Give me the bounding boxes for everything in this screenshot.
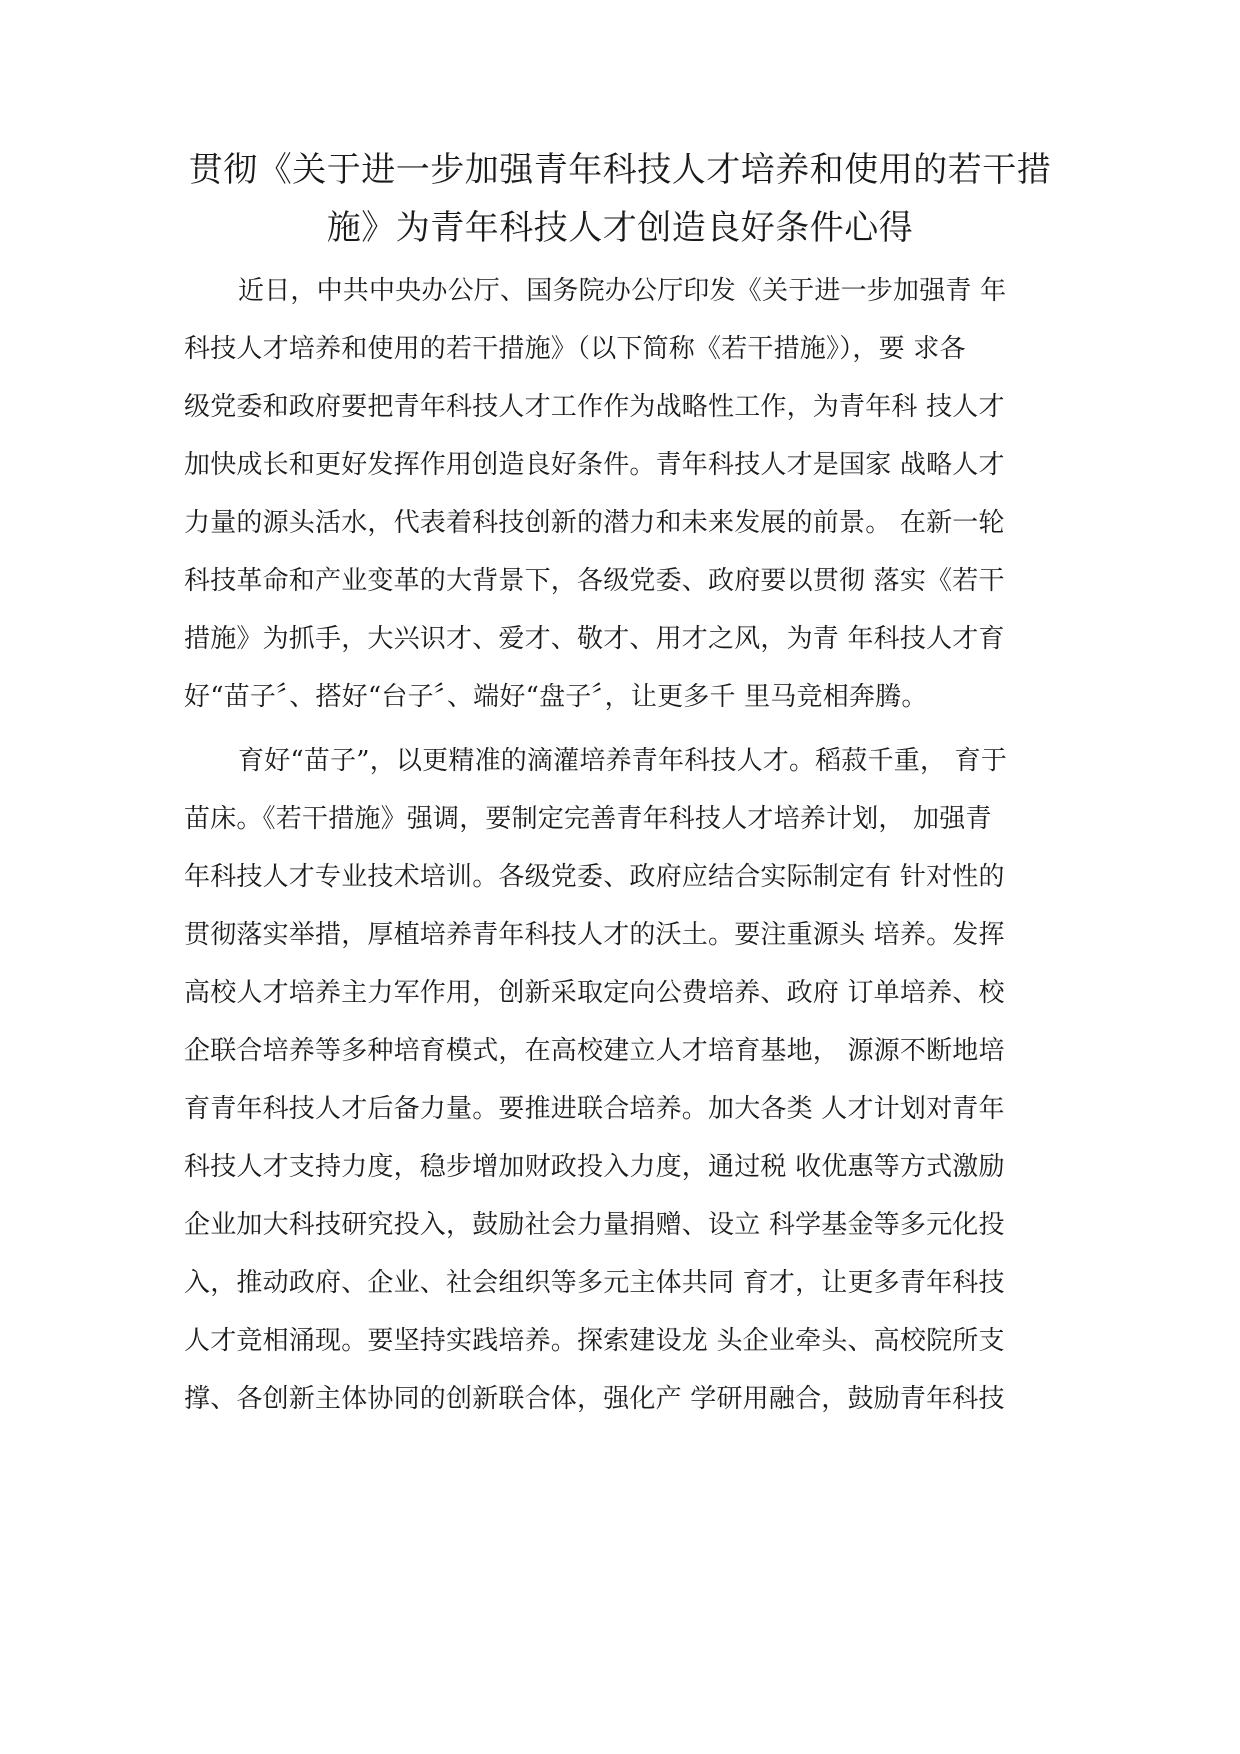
paragraph-2-line-6: 企联合培养等多种培育模式，在高校建立人才培育基地， 源源不断地培: [184, 1036, 1005, 1066]
paragraph-2-line-4: 贯彻落实举措，厚植培养青年科技人才的沃土。要注重源头 培养。发挥: [184, 920, 1005, 950]
paragraph-2-line-3: 年科技人才专业技术培训。各级党委、政府应结合实际制定有 针对性的: [184, 862, 1005, 892]
paragraph-1-line-1: 近日，中共中央办公厅、国务院办公厅印发《关于进一步加强青 年: [238, 276, 1007, 306]
paragraph-1-line-4: 加快成长和更好发挥作用创造良好条件。青年科技人才是国家 战略人才: [184, 450, 1005, 480]
paragraph-1-line-6: 科技革命和产业变革的大背景下，各级党委、政府要以贯彻 落实《若干: [184, 566, 1005, 596]
paragraph-1-line-2: 科技人才培养和使用的若干措施》（以下简称《若干措施》），要 求各: [184, 334, 966, 364]
paragraph-2-line-7: 育青年科技人才后备力量。要推进联合培养。加大各类 人才计划对青年: [184, 1094, 1005, 1124]
paragraph-2-line-1: 育好“苗子”，以更精准的滴灌培养青年科技人才。稻菽千重， 育于: [238, 746, 1008, 776]
paragraph-2-line-12: 撑、各创新主体协同的创新联合体，强化产 学研用融合，鼓励青年科技: [184, 1384, 1005, 1414]
paragraph-1-line-8: 好“苗子〞、搭好“台子〞、端好“盘子〞，让更多千 里马竞相奔腾。: [184, 682, 928, 712]
paragraph-2-line-8: 科技人才支持力度，稳步增加财政投入力度，通过税 收优惠等方式激励: [184, 1152, 1005, 1182]
paragraph-2-line-10: 入，推动政府、企业、社会组织等多元主体共同 育才，让更多青年科技: [184, 1268, 1005, 1298]
paragraph-1-line-5: 力量的源头活水，代表着科技创新的潜力和未来发展的前景。 在新一轮: [184, 508, 1005, 538]
paragraph-1-line-7: 措施》为抓手，大兴识才、爱才、敬才、用才之风，为青 年科技人才育: [184, 624, 1005, 654]
paragraph-2-line-9: 企业加大科技研究投入，鼓励社会力量捐赠、设立 科学基金等多元化投: [184, 1210, 1005, 1240]
paragraph-1-line-3: 级党委和政府要把青年科技人才工作作为战略性工作，为青年科 技人才: [184, 392, 1005, 422]
document-title-line-1: 贯彻《关于进一步加强青年科技人才培养和使用的若干措: [188, 150, 1052, 190]
paragraph-2-line-5: 高校人才培养主力军作用，创新采取定向公费培养、政府 订单培养、校: [184, 978, 1005, 1008]
paragraph-2-line-2: 苗床。《若干措施》强调，要制定完善青年科技人才培养计划， 加强青: [184, 804, 992, 834]
paragraph-2-line-11: 人才竞相涌现。要坚持实践培养。探索建设龙 头企业牵头、高校院所支: [184, 1326, 1005, 1356]
document-title-line-2: 施》为青年科技人才创造良好条件心得: [326, 208, 914, 248]
